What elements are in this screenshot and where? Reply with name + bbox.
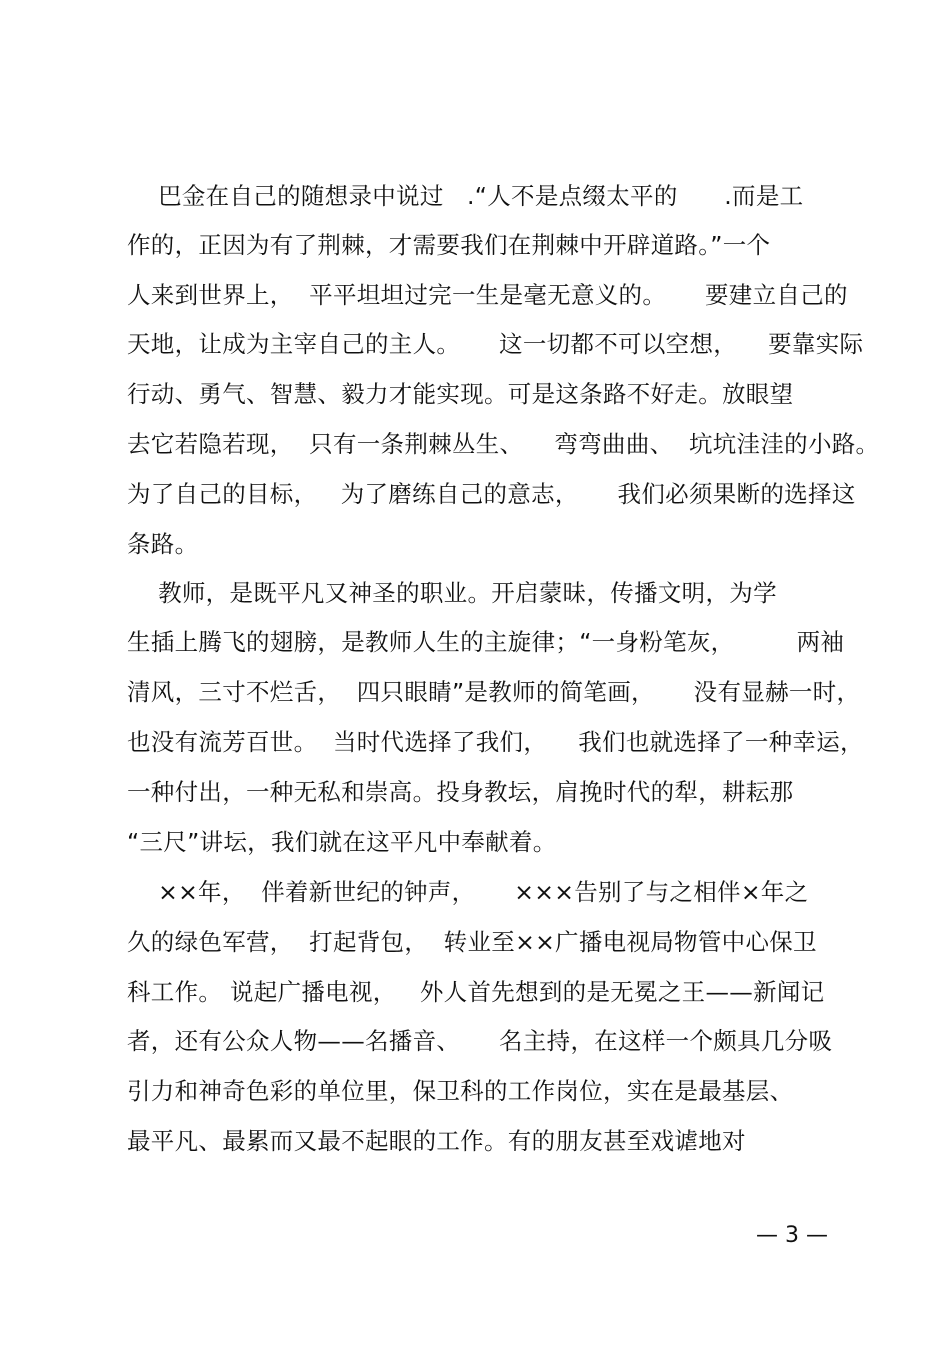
text-line: 者，还有公众人物——名播音、 名主持，在这样一个颇具几分吸 [127,1027,833,1055]
page-number: — 3 — [756,1223,828,1248]
text-line: ××年， 伴着新世纪的钟声， ×××告别了与之相伴×年之 [127,878,809,906]
text-line: 引力和神奇色彩的单位里，保卫科的工作岗位，实在是最基层、 [127,1077,794,1105]
text-line: 科工作。 说起广播电视， 外人首先想到的是无冕之王——新闻记 [127,978,825,1006]
text-line: 生插上腾飞的翅膀，是教师人生的主旋律；“一身粉笔灰， 两袖 [127,628,845,656]
text-line: 教师，是既平凡又神圣的职业。开启蒙昧，传播文明，为学 [127,579,777,607]
text-line: 巴金在自己的随想录中说过 .“人不是点缀太平的 .而是工 [127,182,804,210]
text-line: 久的绿色军营， 打起背包， 转业至××广播电视局物管中心保卫 [127,928,817,956]
text-line: 条路。 [127,530,199,558]
text-line: 一种付出，一种无私和崇高。投身教坛，肩挽时代的犁，耕耘那 [127,778,794,806]
text-line: “三尺”讲坛，我们就在这平凡中奉献着。 [127,828,557,856]
text-line: 最平凡、最累而又最不起眼的工作。有的朋友甚至戏谑地对 [127,1127,746,1155]
text-line: 为了自己的目标， 为了磨练自己的意志， 我们必须果断的选择这 [127,480,856,508]
text-line: 作的，正因为有了荆棘，才需要我们在荆棘中开辟道路。”一个 [127,231,771,259]
text-line: 也没有流芳百世。 当时代选择了我们， 我们也就选择了一种幸运， [127,728,864,756]
text-line: 去它若隐若现， 只有一条荆棘丛生、 弯弯曲曲、 坑坑洼洼的小路。 [127,430,880,458]
text-line: 人来到世界上， 平平坦坦过完一生是毫无意义的。 要建立自己的 [127,281,848,309]
text-line: 行动、勇气、智慧、毅力才能实现。可是这条路不好走。放眼望 [127,380,794,408]
text-line: 清风，三寸不烂舌， 四只眼睛”是教师的简笔画， 没有显赫一时， [127,678,861,706]
text-line: 天地，让成为主宰自己的主人。 这一切都不可以空想， 要靠实际 [127,330,864,358]
